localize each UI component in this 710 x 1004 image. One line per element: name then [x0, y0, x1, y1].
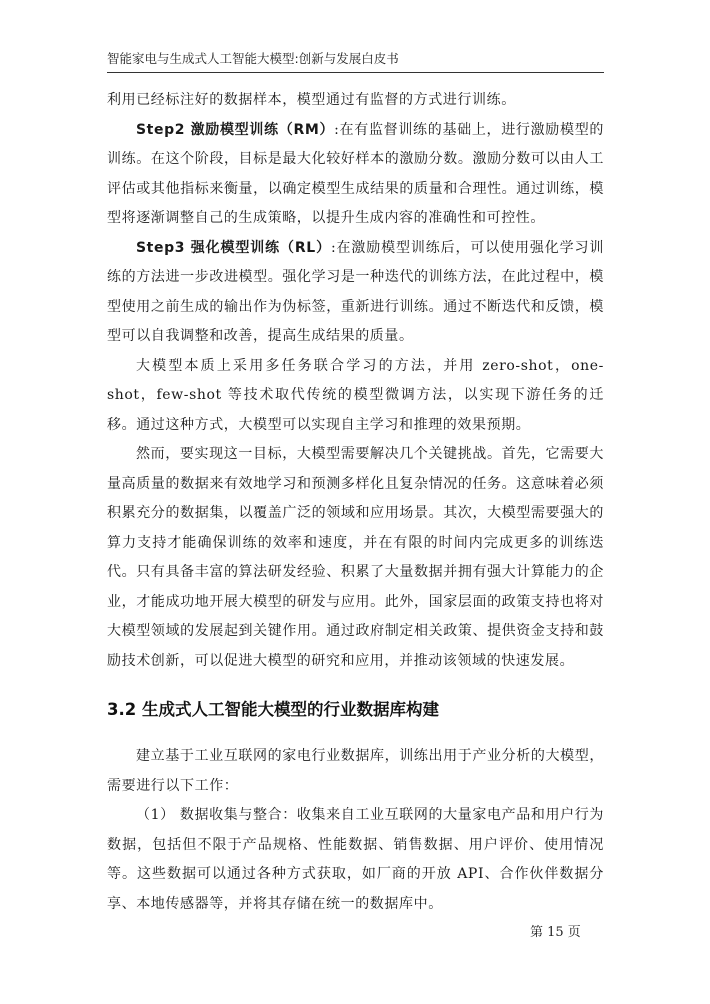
running-header: 智能家电与生成式人工智能大模型:创新与发展白皮书 [107, 51, 399, 66]
paragraph-multitask: 大模型本质上采用多任务联合学习的方法，并用 zero-shot，one-shot，few-shot 等技术取代传统的模型微调方法，以实现下游任务的迁移。通过这种方式，大模型可以实现自主学习和推理的效果预期。 [107, 357, 604, 433]
step2-text: :在有监督训练的基础上，进行激励模型的训练。在这个阶段，目标是最大化较好样本的激励分数。激励分数可以由人工评估或其他指标来衡量，以确定模型生成结果的质量和合理性。通过训练，模型将逐渐调整自己的生成策略，以提升生成内容的准确性和可控性。 [107, 121, 604, 226]
section-heading: 3.2 生成式人工智能大模型的行业数据库构建 [107, 700, 439, 719]
paragraph-sft-tail: 利用已经标注好的数据样本，模型通过有监督的方式进行训练。 [107, 92, 516, 108]
paragraph-section-intro: 建立基于工业互联网的家电行业数据库，训练出用于产业分析的大模型，需要进行以下工作： [107, 748, 604, 794]
header-divider [107, 72, 604, 73]
paragraph-step2 [107, 116, 604, 234]
step3-label: Step3 强化模型训练（RL） [136, 239, 331, 256]
step2-label: Step2 激励模型训练（RM） [136, 121, 335, 138]
step3-text: :在激励模型训练后，可以使用强化学习训练的方法进一步改进模型。强化学习是一种迭代的训练方法，在此过程中，模型使用之前生成的输出作为伪标签，重新进行训练。通过不断迭代和反馈，模型可以自我调整和改善，提高生成结果的质量。 [107, 239, 604, 344]
paragraph-step3 [107, 234, 604, 352]
page-number: 第 15 页 [530, 925, 581, 940]
paragraph-challenges: 然而，要实现这一目标，大模型需要解决几个关键挑战。首先，它需要大量高质量的数据来有效地学习和预测多样化且复杂情况的任务。这意味着必须积累充分的数据集，以覆盖广泛的领域和应用场景。其次，大模型需要强大的算力支持才能确保训练的效率和速度，并在有限的时间内完成更多的训练迭代。只有具备丰富的算法研发经验、积累了大量数据并拥有强大计算能力的企业，才能成功地开展大模型的研发与应用。此外，国家层面的政策支持也将对大模型领域的发展起到关键作用。通过政府制定相关政策、提供资金支持和鼓励技术创新，可以促进大模型的研究和应用，并推动该领域的快速发展。 [107, 446, 604, 669]
page-body [107, 86, 604, 919]
paragraph-item-1: （1） 数据收集与整合：收集来自工业互联网的大量家电产品和用户行为数据，包括但不限于产品规格、性能数据、销售数据、用户评价、使用情况等。这些数据可以通过各种方式获取，如厂商的开放 API、合作伙伴数据分享、本地传感器等，并将其存储在统一的数据库中。 [107, 807, 604, 912]
